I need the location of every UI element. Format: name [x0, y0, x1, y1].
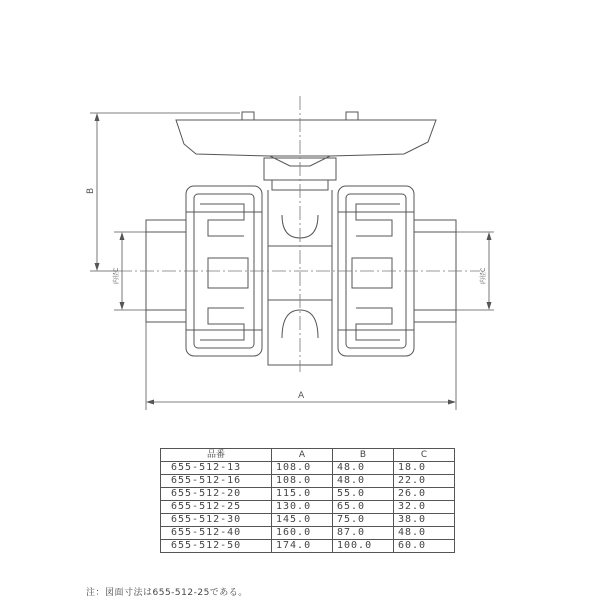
- table-row: [161, 488, 455, 501]
- cell-c: 60.0: [394, 540, 455, 553]
- cell-a: 145.0: [272, 514, 333, 527]
- cell-c: 32.0: [394, 501, 455, 514]
- dimension-b: [90, 113, 240, 271]
- cell-part-number: 655-512-30: [161, 514, 272, 527]
- table-row: [161, 540, 455, 553]
- cell-part-number: 655-512-20: [161, 488, 272, 501]
- cell-b: 65.0: [333, 501, 394, 514]
- header-part-number: 品番: [161, 449, 272, 462]
- cell-a: 108.0: [272, 475, 333, 488]
- cell-part-number: 655-512-16: [161, 475, 272, 488]
- cell-c: 18.0: [394, 462, 455, 475]
- cell-part-number: 655-512-50: [161, 540, 272, 553]
- cell-c: 38.0: [394, 514, 455, 527]
- cell-c: 26.0: [394, 488, 455, 501]
- drawing-note: 注：図面寸法は655-512-25である。: [86, 588, 248, 598]
- header-b: B: [333, 449, 394, 462]
- cell-c: 22.0: [394, 475, 455, 488]
- cell-a: 174.0: [272, 540, 333, 553]
- cell-b: 55.0: [333, 488, 394, 501]
- table-row: [161, 501, 455, 514]
- header-a: A: [272, 449, 333, 462]
- cell-c: 48.0: [394, 527, 455, 540]
- dimension-b-label: B: [86, 187, 96, 194]
- cell-a: 108.0: [272, 462, 333, 475]
- table-row: [161, 462, 455, 475]
- dimension-table: [160, 448, 455, 553]
- cell-part-number: 655-512-40: [161, 527, 272, 540]
- cell-a: 130.0: [272, 501, 333, 514]
- dimension-c-left-label: 内径C: [113, 267, 120, 284]
- table-row: [161, 475, 455, 488]
- cell-a: 160.0: [272, 527, 333, 540]
- cell-part-number: 655-512-25: [161, 501, 272, 514]
- dimension-c-right-label: 内径C: [480, 267, 487, 284]
- table-row: [161, 527, 455, 540]
- header-c: C: [394, 449, 455, 462]
- cell-b: 100.0: [333, 540, 394, 553]
- table-row: [161, 514, 455, 527]
- cell-b: 75.0: [333, 514, 394, 527]
- cell-b: 87.0: [333, 527, 394, 540]
- table-header-row: [161, 449, 455, 462]
- cell-b: 48.0: [333, 462, 394, 475]
- dimension-a-label: A: [298, 391, 305, 401]
- cell-part-number: 655-512-13: [161, 462, 272, 475]
- cell-a: 115.0: [272, 488, 333, 501]
- cell-b: 48.0: [333, 475, 394, 488]
